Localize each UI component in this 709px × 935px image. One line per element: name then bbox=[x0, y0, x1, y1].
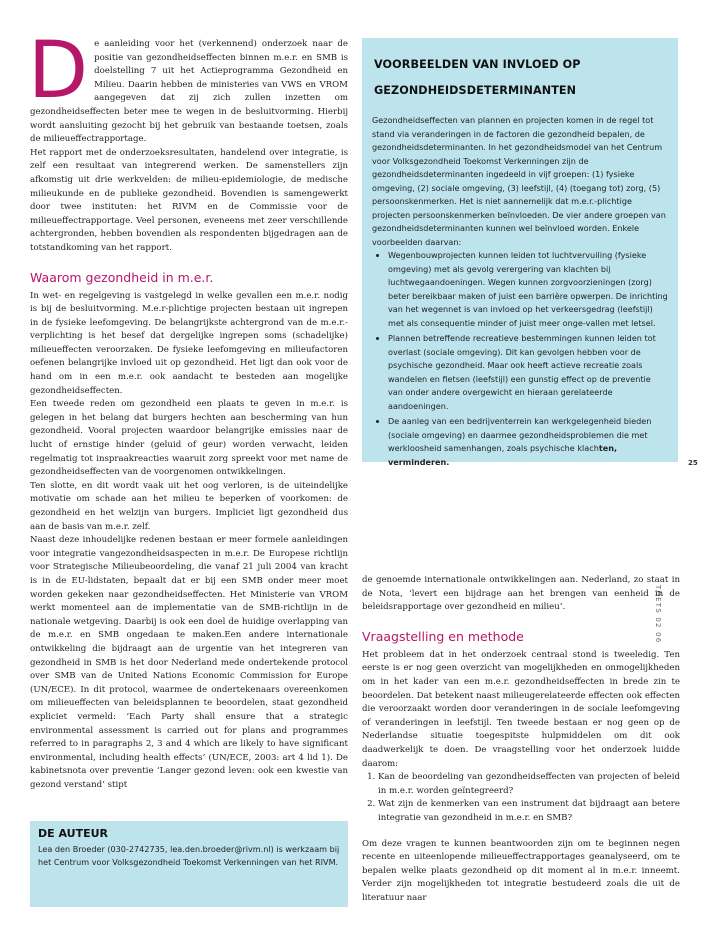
author-text: Lea den Broeder (030-2742735, lea.den.broeder@rivm.nl) is werkzaam bij het Centrum voor Volksgezondheid Toekomst Verkenningen van het RIVM. bbox=[38, 844, 340, 868]
section-heading-vraagstelling: Vraagstelling en methode bbox=[362, 628, 524, 644]
right-column bbox=[362, 574, 680, 905]
sidebar-body bbox=[372, 114, 668, 469]
sidebar-bullet: • Plannen betreffende recreatieve bestemmingen kunnen leiden tot overlast (sociale omgeving). Dit kan gevolgen hebben voor de psychische gezondheid. Maar ook heeft actieve recreatie zoals wandelen en fietsen (leefstijl) een gunstig effect op de preventie van onder andere overgewicht en hieraan gerelateerde aandoeningen. bbox=[388, 332, 668, 413]
sidebar-bullet-text: De aanleg van een bedrijventerrein kan werkgelegenheid bieden (sociale omgeving) en daarmee gezondheidsproblemen die met werkloosheid samenhangen, zoals psychische klach bbox=[388, 416, 652, 453]
paragraph: Ten slotte, en dit wordt vaak uit het oog verloren, is de uiteindelijke motivatie om schade aan het milieu te beperken of voorkomen: de gezondheid en het welzijn van burgers. Impliciet ligt gezondheid dus aan de basis van m.e.r. zelf. bbox=[30, 480, 348, 532]
sidebar-title-line2: GEZONDHEIDSDETERMINANTEN bbox=[374, 84, 577, 97]
sidebar-intro: Gezondheidseffecten van plannen en projecten komen in de regel tot stand via veranderingen in de factoren die gezondheid bepalen, de gezondheidsdeterminanten. In het gezondheidsmodel van het Centrum voor Volksgezondheid Toekomst Verkenningen zijn de gezondheidsdeterminanten ingedeeld in vijf groepen: (1) fysieke omgeving, (2) sociale omgeving, (3) leefstijl, (4) (toegang tot) zorg, (5) persoonskenmerken. Het is niet aannemelijk dat m.e.r.-plichtige projecten persoonskenmerken beïnvloeden. De vier andere groepen van gezondheidsdeterminanten kunnen wel beïnvloed worden. Enkele voorbeelden daarvan: bbox=[372, 115, 666, 247]
intro-paragraph: e aanleiding voor het (verkennend) onderzoek naar de positie van gezondheidseffecten binnen m.e.r. en SMB is doelstelling 7 uit het Actieprogramma Gezondheid en Milieu. Daarin hebben de ministeries van VWS en VROM aangegeven dat zij zich zullen inzetten om gezondheidseffecten beter mee te wegen in de besluitvorming. Hierbij wordt aansluiting gezocht bij het gebruik van bestaande toetsen, zoals de milieueffectrapportage. bbox=[30, 39, 348, 145]
paragraph: Naast deze inhoudelijke redenen bestaan er meer formele aanleidingen voor integratie vangezondheidsaspecten in m.e.r. De Europese richtlijn voor Strategische Milieubeoordeling, die vanaf 21 juli 2004 van kracht is in de EU-lidstaten, bepaalt dat er bij een SMB onder meer moet worden gekeken naar gezondheidseffecten. Het Ministerie van VROM werkt momenteel aan de implementatie van de SMB-richtlijn in de nationale wetgeving. Daarbij is ook een doel de huidige overlapping van de m.e.r. en SMB ongedaan te maken.Een andere internationale ontwikkeling die bijdraagt aan de urgentie van het integreren van gezondheid in SMB is het door Nederland mede ondertekende protocol over SMB van de United Nations Economic Commission for Europe (UN/ECE). In dit protocol, waarmee de ondertekenaars overeenkomen om milieueffecten van beleidsplannen te beoordelen, staat gezondheid expliciet vermeld: ‘Each Party shall ensure that a strategic environmental assessment is carried out for plans and programmes referred to in paragraphs 2, 3 and 4 which are likely to have significant environmental, including health effects’ (UN/ECE, 2003: art 4 lid 1). De kabinetsnota over preventie ‘Langer gezond leven: ook een kwestie van gezond verstand’ stipt bbox=[30, 535, 348, 790]
author-box bbox=[30, 821, 348, 907]
sidebar-title bbox=[374, 52, 668, 104]
research-questions bbox=[362, 771, 680, 825]
question-item: 2. Wat zijn de kenmerken van een instrument dat bijdraagt aan betere integratie van gezondheid in m.e.r. en SMB? bbox=[378, 798, 680, 825]
sidebar-bullet bbox=[388, 415, 668, 469]
left-column bbox=[28, 26, 348, 792]
drop-cap: D bbox=[28, 26, 89, 116]
question-item: 1. Kan de beoordeling van gezondheidseffecten van projecten of beleid in m.e.r. worden geïntegreerd? bbox=[378, 771, 680, 798]
paragraph: de genoemde internationale ontwikkelingen aan. Nederland, zo staat in de Nota, ‘levert een bijdrage aan het brengen van eenheid in de beleidsrapportage over gezondheid en milieu’. bbox=[362, 575, 680, 613]
running-head: TOETS 02 06 bbox=[654, 585, 662, 644]
sidebar-box bbox=[362, 38, 678, 467]
paragraph: Het rapport met de onderzoeksresultaten, handelend over integratie, is zelf een resultaat van integrerend werken. De samenstellers zijn afkomstig uit drie werkvelden: de milieu-epidemiologie, de medische milieukunde en de publieke gezondheid. Bovendien is samengewerkt door twee instituten: het RIVM en de Commissie voor de milieueffectrapportage. Veel personen, eveneens met zeer verschillende achtergronden, hebben bovendien als respondenten bijgedragen aan de totstandkoming van het rapport. bbox=[30, 147, 348, 253]
section-heading-waarom: Waarom gezondheid in m.e.r. bbox=[30, 269, 214, 285]
page-number: 25 bbox=[688, 459, 698, 467]
sidebar-bullet: • Wegenbouwprojecten kunnen leiden tot luchtvervuiling (fysieke omgeving) met als gevolg verergering van klachten bij luchtwegaandoeningen. Wegen kunnen zorgvoorzieningen (zorg) beter bereikbaar maken of juist een barrière opwerpen. De inrichting van het wegennet is van invloed op het verkeersgedrag (leefstijl) met als consequentie minder of juist meer onge-vallen met letsel. bbox=[388, 249, 668, 330]
sidebar-bullet-bold-text: ten, verminderen. bbox=[388, 443, 618, 467]
paragraph: Het probleem dat in het onderzoek centraal stond is tweeledig. Ten eerste is er nog geen overzicht van mogelijkheden en onmogelijkheden om in het kader van een m.e.r. gezondheidseffecten in brede zin te beoordelen. Dat betekent naast milieugerelateerde effecten ook effecten die veroorzaakt worden door veranderingen in de sociale leefomgeving of veranderingen in leefstijl. Ten tweede bestaan er nog geen op de Nederlandse situatie toegespitste hulpmiddelen om dit ook daadwerkelijk te doen. De vraagstelling voor het onderzoek luidde daarom: bbox=[362, 649, 680, 769]
paragraph: In wet- en regelgeving is vastgelegd in welke gevallen een m.e.r. nodig is bij de besluitvorming. M.e.r-plichtige projecten bestaan uit ingrepen in de fysieke leefomgeving. De belangrijkste achtergrond van de m.e.r.-verplichting is het besef dat dergelijke ingrepen soms (schadelijke) milieueffecten veroorzaken. De fysieke leefomgeving en milieufactoren oefenen belangrijke invloed uit op gezondheid. Het ligt dan ook voor de hand om in een m.e.r. ook aandacht te besteden aan mogelijke gezondheidseffecten. bbox=[30, 290, 348, 396]
paragraph: Een tweede reden om gezondheid een plaats te geven in m.e.r. is gelegen in het belang dat burgers hechten aan bescherming van hun gezondheid. Vooral projecten waardoor belangrijke emissies naar de lucht of ernstige hinder (geluid of geur) worden verwacht, leiden regelmatig tot inspraakreacties waaruit zorg spreekt voor met name de gezondheidseffecten van de voorgenomen ontwikkelingen. bbox=[30, 399, 348, 478]
sidebar-title-line1: VOORBEELDEN VAN INVLOED OP bbox=[374, 58, 581, 71]
sidebar-bullet-list bbox=[372, 249, 668, 469]
author-title: DE AUTEUR bbox=[38, 827, 109, 840]
paragraph: Om deze vragen te kunnen beantwoorden zijn om te beginnen negen recente en uiteenlopende milieueffectrapportages geanalyseerd, om te bepalen welke plaats gezondheid op dit moment al in m.e.r. inneemt. Verder zijn mogelijkheden tot integratie bestudeerd zoals die uit de literatuur naar bbox=[362, 838, 680, 903]
